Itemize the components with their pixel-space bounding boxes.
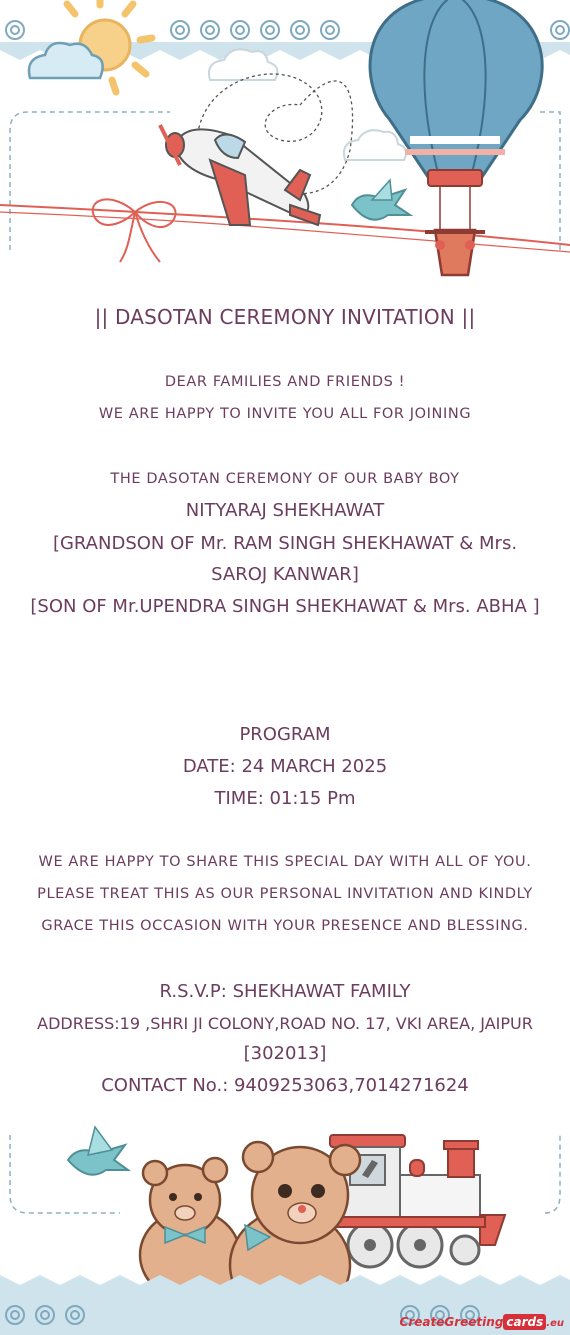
- top-decoration: [0, 0, 570, 300]
- message-line-2: PLEASE TREAT THIS AS OUR PERSONAL INVITATION AND KINDLY: [37, 886, 533, 902]
- bird-icon: [68, 1127, 128, 1175]
- program-heading: PROGRAM: [239, 724, 331, 745]
- invitation-title: || DASOTAN CEREMONY INVITATION ||: [94, 305, 476, 329]
- ceremony-line: THE DASOTAN CEREMONY OF OUR BABY BOY: [110, 471, 460, 487]
- rsvp-line: R.S.V.P: SHEKHAWAT FAMILY: [159, 981, 411, 1002]
- grandson-line: [GRANDSON OF Mr. RAM SINGH SHEKHAWAT & Mrs.: [52, 533, 518, 554]
- grandson-line-continued: SAROJ KANWAR]: [211, 564, 359, 585]
- address-line: ADDRESS:19 ,SHRI JI COLONY,ROAD NO. 17, VKI AREA, JAIPUR: [37, 1014, 533, 1033]
- airplane-icon: [160, 125, 320, 225]
- bottom-decoration: [0, 1115, 570, 1335]
- baby-name: NITYARAJ SHEKHAWAT: [185, 500, 385, 521]
- program-time: TIME: 01:15 Pm: [214, 788, 356, 809]
- contact-line: CONTACT No.: 9409253063,7014271624: [101, 1075, 469, 1096]
- message-line-3: GRACE THIS OCCASION WITH YOUR PRESENCE AND BLESSING.: [41, 918, 529, 934]
- watermark-part-2: cards: [503, 1314, 546, 1330]
- son-line: [SON OF Mr.UPENDRA SINGH SHEKHAWAT & Mrs. ABHA ]: [30, 596, 540, 617]
- watermark-part-1: CreateGreeting: [399, 1315, 504, 1329]
- invite-line: WE ARE HAPPY TO INVITE YOU ALL FOR JOINING: [98, 406, 472, 422]
- bird-icon: [352, 180, 410, 220]
- greeting-line: DEAR FAMILIES AND FRIENDS !: [164, 374, 406, 390]
- message-line-1: WE ARE HAPPY TO SHARE THIS SPECIAL DAY WITH ALL OF YOU.: [38, 854, 532, 870]
- address-pincode: [302013]: [243, 1043, 327, 1064]
- watermark-part-3: .eu: [546, 1318, 564, 1329]
- ribbon-bow-icon: [93, 199, 176, 262]
- watermark-logo[interactable]: [400, 1315, 564, 1329]
- program-date: DATE: 24 MARCH 2025: [182, 756, 388, 777]
